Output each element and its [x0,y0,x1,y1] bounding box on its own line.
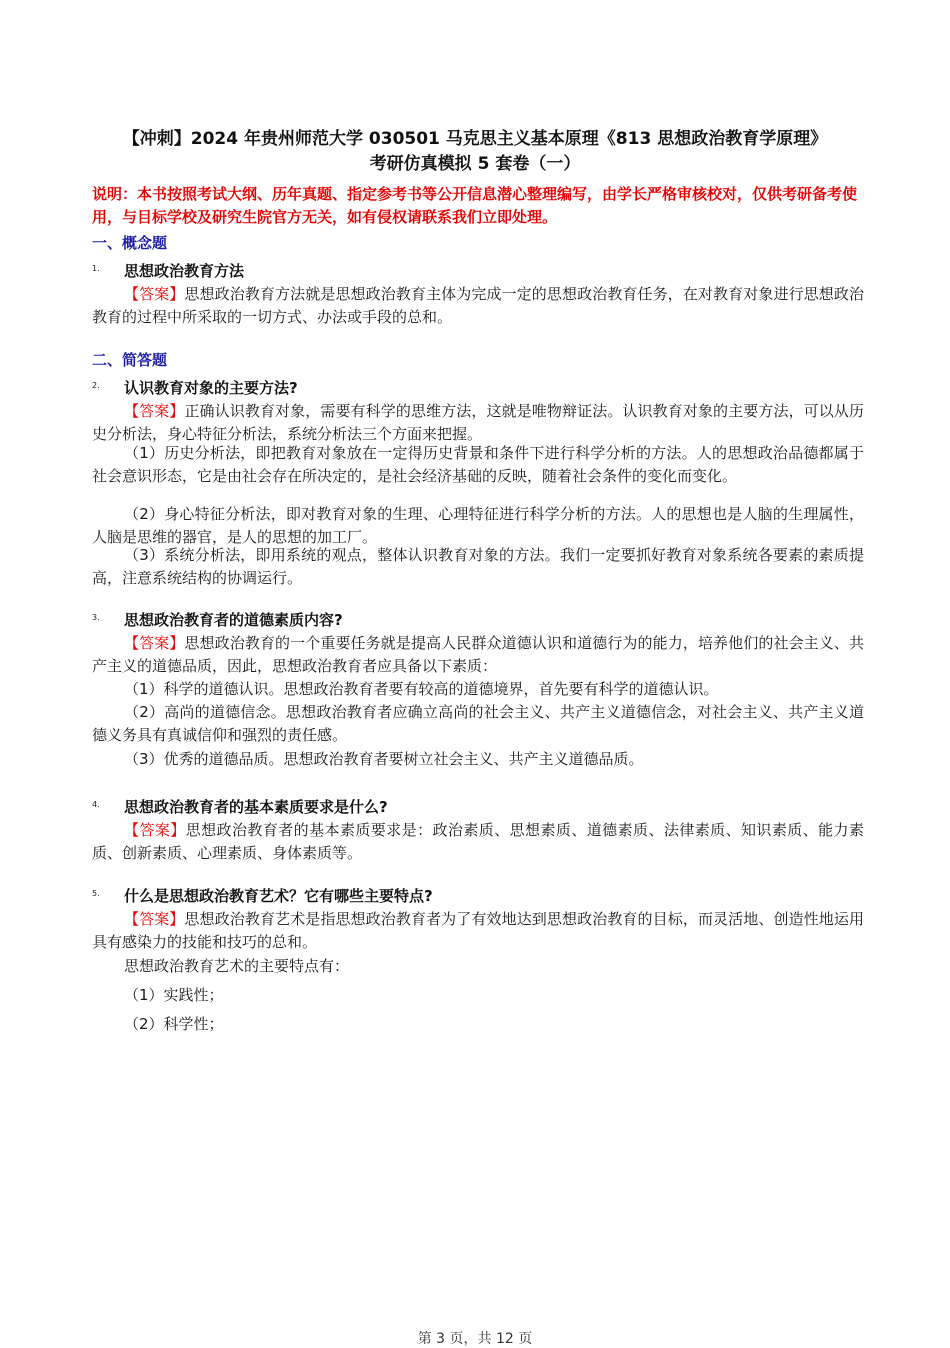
answer-label: 【答案】 [124,634,185,652]
question-title: 思想政治教育者的道德素质内容? [124,611,343,629]
answer-label: 【答案】 [124,910,185,928]
question-number: 2. [92,381,100,390]
document-title [60,127,890,177]
answer-point: （3）优秀的道德品质。思想政治教育者要树立社会主义、共产主义道德品质。 [124,750,644,768]
answer-point: （1）历史分析法，即把教育对象放在一定得历史背景和条件下进行科学分析的方法。人的思想政治品德都属于社会意识形态，它是由社会存在所决定的，是社会经济基础的反映，随着社会条件的变化而变化。 [92,444,864,485]
question-number: 4. [92,800,100,809]
question-title: 什么是思想政治教育艺术？它有哪些主要特点? [124,887,433,905]
question-title: 思想政治教育方法 [124,262,245,280]
answer-point: （1）科学的道德认识。思想政治教育者要有较高的道德境界，首先要有科学的道德认识。 [124,680,719,698]
answer-point: （3）系统分析法，即用系统的观点，整体认识教育对象的方法。我们一定要抓好教育对象系统各要素的素质提高，注意系统结构的协调运行。 [92,546,864,587]
answer-label: 【答案】 [124,821,186,839]
answer-paragraph: 【答案】思想政治教育者的基本素质要求是：政治素质、思想素质、道德素质、法律素质、知识素质、能力素质、创新素质、心理素质、身体素质等。 [92,821,864,862]
question-number: 3. [92,613,100,622]
answer-paragraph: 【答案】正确认识教育对象，需要有科学的思维方法，这就是唯物辩证法。认识教育对象的主要方法，可以从历史分析法，身心特征分析法，系统分析法三个方面来把握。 [92,402,864,443]
section-heading-concepts: 一、概念题 [92,234,168,252]
answer-paragraph: 【答案】思想政治教育方法就是思想政治教育主体为完成一定的思想政治教育任务，在对教育对象进行思想政治教育的过程中所采取的一切方式、办法或手段的总和。 [92,285,864,326]
answer-label: 【答案】 [124,285,185,303]
disclaimer-notice: 说明：本书按照考试大纲、历年真题、指定参考书等公开信息潜心整理编写，由学长严格审核校对，仅供考研备考使用，与目标学校及研究生院官方无关，如有侵权请联系我们立即处理。 [92,185,858,226]
answer-paragraph: 【答案】思想政治教育的一个重要任务就是提高人民群众道德认识和道德行为的能力，培养他们的社会主义、共产主义的道德品质，因此，思想政治教育者应具备以下素质： [92,634,864,675]
question-number: 1. [92,264,100,273]
answer-point: （2）高尚的道德信念。思想政治教育者应确立高尚的社会主义、共产主义道德信念，对社会主义、共产主义道德义务具有真诚信仰和强烈的责任感。 [92,703,864,744]
title-line-2: 考研仿真模拟 5 套卷（一） [369,154,581,174]
section-heading-short-answer: 二、简答题 [92,351,168,369]
page-footer: 第 3 页，共 12 页 [417,1331,533,1347]
question-title: 认识教育对象的主要方法? [124,379,298,397]
answer-point: （1）实践性； [124,986,224,1004]
answer-label: 【答案】 [124,402,185,420]
question-number: 5. [92,889,100,898]
answer-paragraph: 【答案】思想政治教育艺术是指思想政治教育者为了有效地达到思想政治教育的目标，而灵活地、创造性地运用具有感染力的技能和技巧的总和。 [92,910,864,951]
answer-point: 思想政治教育艺术的主要特点有： [124,957,350,975]
title-line-1: 【冲刺】2024 年贵州师范大学 030501 马克思主义基本原理《813 思想政治教育学原理》 [122,129,828,149]
answer-point: （2）身心特征分析法，即对教育对象的生理、心理特征进行科学分析的方法。人的思想也是人脑的生理属性，人脑是思维的器官，是人的思想的加工厂。 [92,505,864,546]
answer-point: （2）科学性； [124,1015,224,1033]
question-title: 思想政治教育者的基本素质要求是什么? [124,798,388,816]
